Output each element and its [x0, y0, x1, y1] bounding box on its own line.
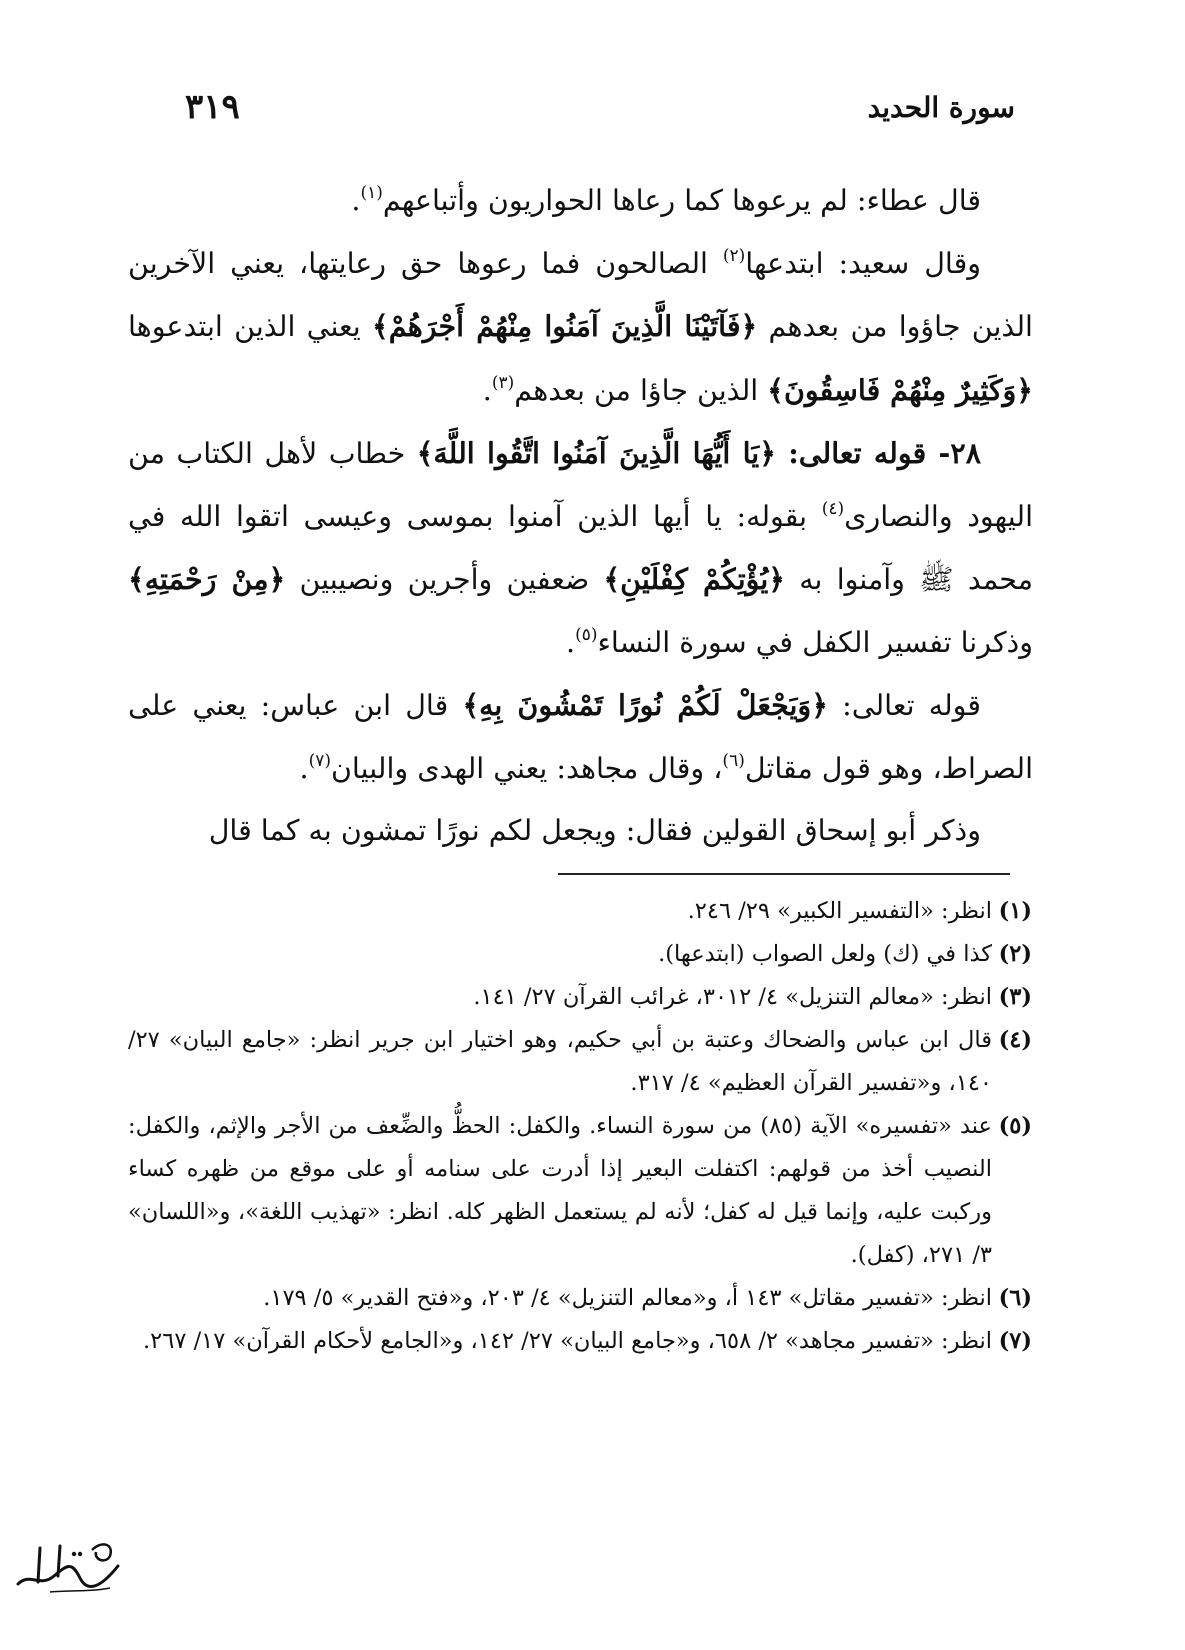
footnote-text: كذا في (ك) ولعل الصواب (ابتدعها). [658, 941, 992, 967]
paragraph-text: وذكر أبو إسحاق القولين فقال: ويجعل لكم نورًا تمشون به كما قال [208, 814, 981, 847]
footnote-number: (٦) [998, 1285, 1032, 1311]
text-span: الصالحون فما رعوها حق رعايتها، يعني الآخرين الذين جاؤوا من بعدهم [128, 246, 1033, 343]
footnote-ref: (٣) [491, 372, 515, 393]
text-span: وقال سعيد: ابتدعها [745, 246, 981, 280]
footnote-number: (١) [998, 898, 1032, 924]
footnote-item [128, 1019, 1032, 1105]
page-number: ٣١٩ [185, 87, 240, 127]
text-span: ، وقال مجاهد: يعني الهدى والبيان [330, 751, 723, 785]
verse-label: ٢٨- قوله تعالى: [775, 436, 982, 470]
footnote-ref: (٧) [308, 750, 331, 771]
footnote-text: انظر: «تفسير مجاهد» ٢/ ٦٥٨، و«جامع البيان» ٢٧/ ١٤٢، و«الجامع لأحكام القرآن» ١٧/ ٢٦٧. [143, 1328, 992, 1354]
paragraph-abu-ishaq [128, 800, 1033, 863]
footnote-item [128, 1320, 1032, 1363]
calligraphy-logo-icon [10, 1532, 130, 1596]
page-header [185, 82, 1015, 132]
quran-quote: ﴿يُؤْتِكُمْ كِفْلَيْنِ﴾ [603, 562, 785, 596]
quran-quote: ﴿يَا أَيُّهَا الَّذِينَ آمَنُوا اتَّقُوا اللَّهَ﴾ [416, 436, 776, 470]
quran-quote: ﴿وَيَجْعَلْ لَكُمْ نُورًا تَمْشُونَ بِهِ﴾ [462, 688, 828, 722]
text-span: يعني الذين ابتدعوها [128, 310, 373, 343]
text-span: قوله تعالى: [827, 689, 982, 722]
footnote-number: (٧) [998, 1328, 1032, 1354]
footnote-ref: (١) [360, 183, 383, 203]
footnote-divider [558, 873, 1010, 875]
quran-quote: ﴿وَكَثِيرٌ مِنْهُمْ فَاسِقُونَ﴾ [767, 372, 1033, 407]
footnote-text: انظر: «تفسير مقاتل» ١٤٣ أ، و«معالم التنزيل» ٤/ ٢٠٣، و«فتح القدير» ٥/ ١٧٩. [263, 1285, 992, 1311]
logo-svg [10, 1532, 130, 1596]
paragraph-end: . [351, 184, 361, 217]
paragraph-text: قال عطاء: لم يرعوها كما رعاها الحواريون وأتباعهم [382, 184, 981, 217]
quran-quote: ﴿فَآتَيْنَا الَّذِينَ آمَنُوا مِنْهُمْ أَجْرَهُمْ﴾ [372, 309, 758, 343]
main-text [128, 170, 1033, 863]
paragraph-said [128, 233, 1033, 423]
paragraph-verse-28 [128, 422, 1033, 674]
paragraph-end: . [299, 751, 309, 785]
text-span: بقوله: يا أيها الذين آمنوا بموسى وعيسى اتقوا الله في محمد ﷺ وآمنوا به [128, 499, 1033, 596]
footnote-item [128, 1277, 1032, 1320]
footnote-number: (٢) [998, 941, 1032, 967]
text-span: ضعفين وأجرين ونصيبين [285, 563, 604, 596]
text-span: وذكرنا تفسير الكفل في سورة النساء [597, 625, 1033, 659]
paragraph-end: . [566, 625, 576, 659]
footnote-text: قال ابن عباس والضحاك وعتبة بن أبي حكيم، وهو اختيار ابن جرير انظر: «جامع البيان» ٢٧/ ١٤٠، و«تفسير القرآن العظيم» ٤/ ٣١٧. [128, 1027, 992, 1096]
paragraph-light [128, 674, 1033, 800]
footnotes [128, 890, 1032, 1363]
footnote-ref: (٤) [821, 498, 845, 519]
footnote-item [128, 1105, 1032, 1277]
footnote-text: انظر: «التفسير الكبير» ٢٩/ ٢٤٦. [687, 898, 992, 924]
footnote-ref: (٦) [722, 750, 745, 771]
footnote-number: (٥) [998, 1113, 1032, 1139]
paragraph-ata [128, 170, 1033, 233]
surah-title: سورة الحديد [867, 90, 1015, 124]
footnote-number: (٣) [998, 984, 1032, 1010]
text-span: الذين جاؤا من بعدهم [514, 373, 768, 407]
footnote-item [128, 890, 1032, 933]
footnote-ref: (٢) [722, 245, 746, 266]
footnote-ref: (٥) [575, 624, 598, 645]
quran-quote: ﴿مِنْ رَحْمَتِهِ﴾ [128, 562, 286, 596]
footnote-text: عند «تفسيره» الآية (٨٥) من سورة النساء. والكفل: الحظُّ والضِّعف من الأجر والإثم، والكفل: النصيب أخذ من قولهم: اكتفلت البعير إذا أدرت على سنامه أو على موقع من ظهره كساء وركبت عليه، وإنما قيل له كفل؛ لأنه لم يستعمل الظهر كله. انظر: «تهذيب اللغة»، و«اللسان» ٣/ ٢٧١، (كفل). [128, 1113, 992, 1268]
footnote-number: (٤) [998, 1027, 1032, 1053]
footnote-item [128, 933, 1032, 976]
footnote-item [128, 976, 1032, 1019]
paragraph-end: . [482, 373, 492, 407]
text-span: خطاب لأهل الكتاب من اليهود والنصارى [128, 437, 1033, 533]
text-span: قال ابن عباس: يعني على الصراط، وهو قول مقاتل [128, 689, 1033, 785]
footnote-text: انظر: «معالم التنزيل» ٤/ ٣٠١٢، غرائب القرآن ٢٧/ ١٤١. [473, 984, 992, 1010]
